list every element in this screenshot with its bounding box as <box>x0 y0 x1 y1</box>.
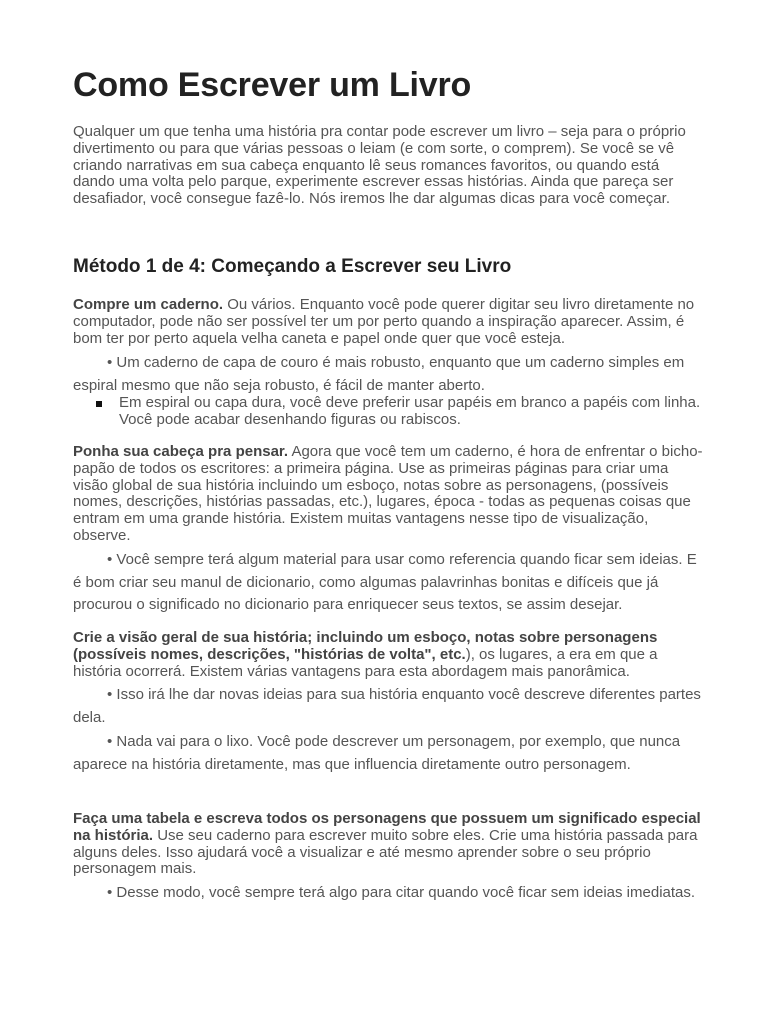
bullet-item: • Você sempre terá algum material para usar como referencia quando ficar sem ideias. E é bom criar seu manul de dicionario, como algumas palavrinhas bonitas e difíceis que já procurou o significado no dicionario para enriquecer seus textos, se assim desejar. <box>73 551 697 613</box>
section-heading: Método 1 de 4: Começando a Escrever seu Livro <box>73 256 512 277</box>
bullet-item: • Nada vai para o lixo. Você pode descrever um personagem, por exemplo, que nunca aparece na história diretamente, mas que influencia diretamente outro personagem. <box>73 733 681 773</box>
page-title: Como Escrever um Livro <box>73 66 472 104</box>
step-paragraph <box>73 630 703 680</box>
step-paragraph <box>73 811 703 878</box>
square-list-item <box>73 395 703 429</box>
step-bold-lead: Crie a visão geral de sua história; incluindo um esboço, notas sobre personagens (possíveis nomes, descrições, "histórias de volta", etc. <box>73 629 658 663</box>
step-paragraph <box>73 444 703 545</box>
step-paragraph <box>73 297 703 347</box>
step-bold-lead: Compre um caderno. <box>73 296 224 313</box>
bullet-item: • Isso irá lhe dar novas ideias para sua história enquanto você descreve diferentes partes dela. <box>73 686 701 726</box>
step-body-text: Agora que você tem um caderno, é hora de enfrentar o bicho-papão de todos os escritores: a primeira página. Use as primeiras páginas para criar uma visão global de sua história incluindo um esboço, notas sobre as personagens, (possíveis nomes, descrições, histórias passadas, etc.), lugares, época - todas as pequenas coisas que entram em uma grande história. Existem muitas vantagens nesse tipo de visualização, observe. <box>73 443 703 544</box>
square-bullet-icon <box>96 401 102 407</box>
step-bold-lead: Ponha sua cabeça pra pensar. <box>73 443 289 460</box>
square-list-text: Em espiral ou capa dura, você deve preferir usar papéis em branco a papéis com linha. Você pode acabar desenhando figuras ou rabiscos. <box>119 394 701 428</box>
step-body-text: ), os lugares, a era em que a história ocorrerá. Existem várias vantagens para esta abordagem mais panorâmica. <box>73 645 658 680</box>
step-body-text: Use seu caderno para escrever muito sobre eles. Crie uma história passada para alguns deles. Isso ajudará você a visualizar e até mesmo aprender sobre o seu próprio personagem mais. <box>73 826 698 878</box>
bullet-item: • Desse modo, você sempre terá algo para citar quando você ficar sem ideias imediatas. <box>107 884 696 901</box>
intro-paragraph: Qualquer um que tenha uma história pra contar pode escrever um livro – seja para o próprio divertimento ou para que várias pessoas o leiam (e com sorte, o comprem). Se você se vê criando narrativas em sua cabeça enquanto lê seus romances favoritos, ou quando está dando uma volta pelo parque, experimente escrever essas histórias. Ainda que pareça ser desafiador, você consegue fazê-lo. Nós iremos lhe dar algumas dicas para você começar. <box>73 123 686 208</box>
bullet-item: • Um caderno de capa de couro é mais robusto, enquanto que um caderno simples em espiral mesmo que não seja robusto, é fácil de manter aberto. <box>73 354 685 394</box>
step-body-text: Ou vários. Enquanto você pode querer digitar seu livro diretamente no computador, pode não ser possível ter um por perto quando a inspiração aparecer. Assim, é bom ter por perto aquela velha caneta e papel onde quer que você esteja. <box>73 296 695 347</box>
step-bold-lead: Faça uma tabela e escreva todos os personagens que possuem um significado especial na história. <box>73 810 701 844</box>
